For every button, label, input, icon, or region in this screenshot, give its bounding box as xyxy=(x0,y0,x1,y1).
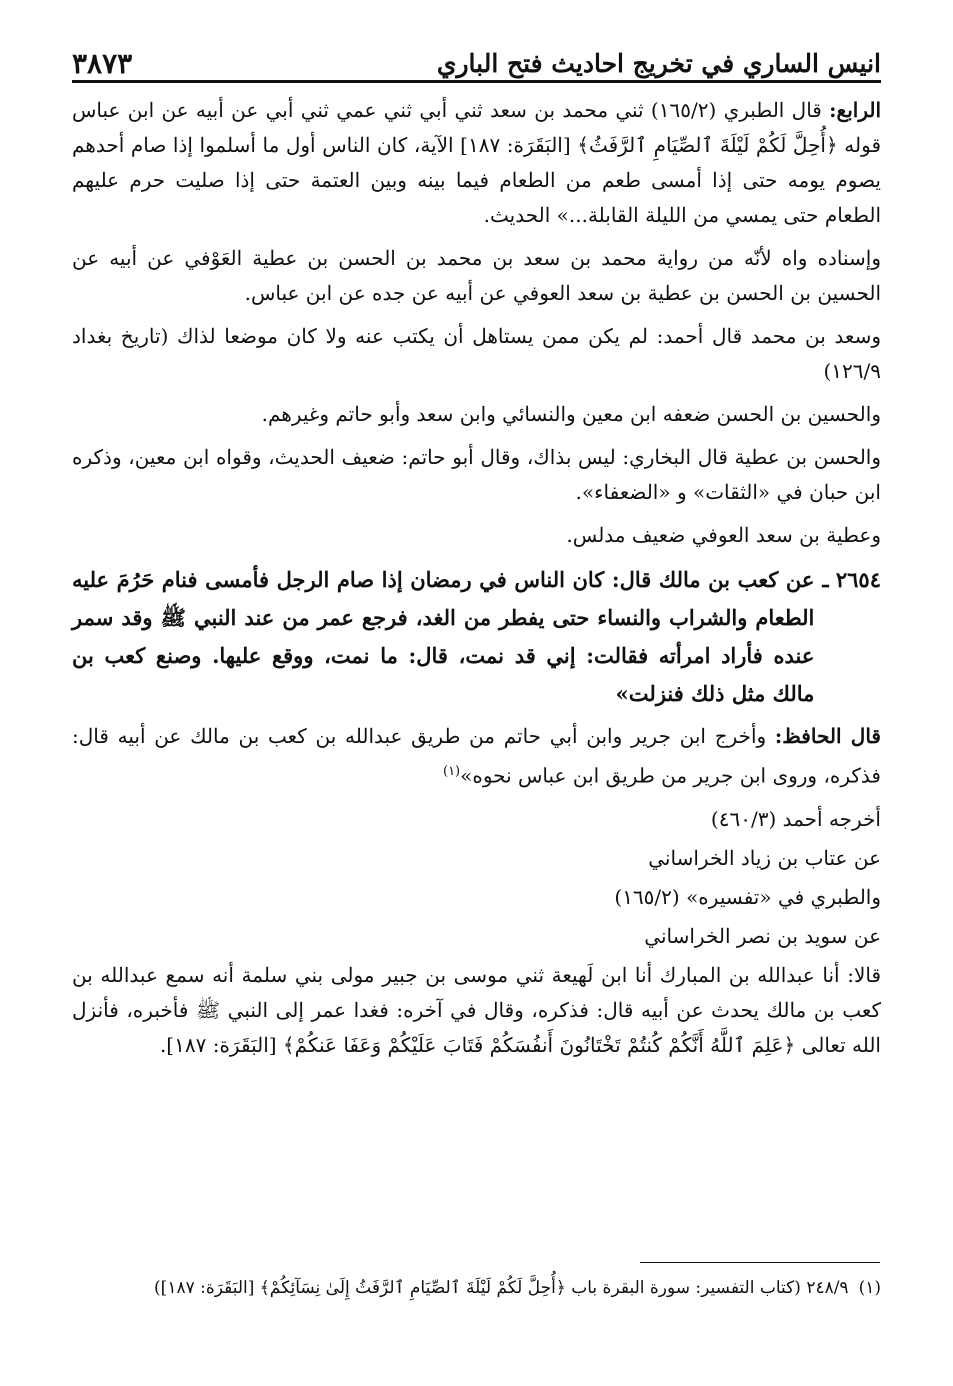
footnote-text: ٢٤٨/٩ (كتاب التفسير: سورة البقرة باب ﴿أُحِلَّ لَكُمْ لَيْلَةَ ٱلصِّيَامِ ٱلرَّفَثُ إِلَىٰ نِسَآئِكُمْ﴾ [البَقَرَة: ١٨٧]) xyxy=(154,1278,849,1298)
hadith-number: ٢٦٥٤ ـ xyxy=(822,567,881,592)
footnote xyxy=(72,1272,881,1304)
book-title: انيس الساري في تخريج احاديث فتح الباري xyxy=(436,49,881,78)
paragraph-6: وعطية بن سعد العوفي ضعيف مدلس. xyxy=(566,523,881,547)
main-text xyxy=(72,93,881,1063)
footnote-number: (١) xyxy=(858,1278,881,1298)
takhrij-line-4: عن سويد بن نصر الخراساني xyxy=(644,923,881,948)
hadith-block xyxy=(72,561,881,713)
takhrij-line-2: عن عتاب بن زياد الخراساني xyxy=(648,845,881,870)
paragraph-text: قال الطبري (١٦٥/٢) ثني محمد بن سعد ثني أبي ثني عمي ثني أبي عن أبيه عن ابن عباس قوله ﴿أُحِلَّ لَكُمْ لَيْلَةَ ٱلصِّيَامِ ٱلرَّفَثُ﴾ [البَقَرَة: ١٨٧] الآية، كان الناس أول ما أسلموا إذا صام أحدهم يصوم يومه حتى إذا أمسى طعم من الطعام فيما بينه وبين العتمة حتى إذا صليت حرم عليهم الطعام حتى يمسي من الليلة القابلة...» الحديث. xyxy=(72,98,881,227)
paragraph-4: والحسين بن الحسن ضعفه ابن معين والنسائي وابن سعد وأبو حاتم وغيرهم. xyxy=(261,402,881,426)
paragraph-2: وإسناده واه لأنّه من رواية محمد بن سعد بن محمد بن الحسن بن عطية العَوْفي عن أبيه عن الحسين بن الحسن بن عطية بن سعد العوفي عن أبيه عن جده عن ابن عباس. xyxy=(72,246,881,305)
paragraph-5: والحسن بن عطية قال البخاري: ليس بذاك، وقال أبو حاتم: ضعيف الحديث، وقواه ابن معين، وذكره ابن حبان في «الثقات» و «الضعفاء». xyxy=(72,445,881,504)
footnote-divider xyxy=(640,1262,880,1263)
takhrij-line-1: أخرجه أحمد (٤٦٠/٣) xyxy=(710,806,881,831)
paragraph-lead: الرابع: xyxy=(829,98,882,122)
paragraph-1 xyxy=(72,93,881,233)
footnote-marker: (١) xyxy=(442,764,461,779)
paragraph-lead: قال الحافظ: xyxy=(774,724,881,748)
hadith-text: عن كعب بن مالك قال: كان الناس في رمضان إذا صام الرجل فأمسى فنام حَرُمَ عليه الطعام والشراب والنساء حتى يفطر من الغد، فرجع عمر من عند النبي ﷺ وقد سمر عنده فأراد امرأته فقالت: إني قد نمت، قال: ما نمت، ووقع عليها. وصنع كعب بن مالك مثل ذلك فنزلت» xyxy=(72,567,815,706)
page-number: ٣٨٧٣ xyxy=(72,47,133,80)
paragraph-8: قالا: أنا عبدالله بن المبارك أنا ابن لَهيعة ثني موسى بن جبير مولى بني سلمة أنه سمع عبدالله بن كعب بن مالك يحدث عن أبيه قال: فذكره، وقال في آخره: فغدا عمر إلى النبي ﷺ فأخبره، فأنزل الله تعالى ﴿عَلِمَ ٱللَّهُ أَنَّكُمْ كُنتُمْ تَخْتَانُونَ أَنفُسَكُمْ فَتَابَ عَلَيْكُمْ وَعَفَا عَنكُمْ﴾ [البَقَرَة: ١٨٧]. xyxy=(72,962,881,1057)
takhrij-line-3: والطبري في «تفسيره» (١٦٥/٢) xyxy=(614,884,881,909)
page-header xyxy=(72,40,881,83)
paragraph-7 xyxy=(72,719,881,794)
paragraph-3: وسعد بن محمد قال أحمد: لم يكن ممن يستاهل أن يكتب عنه ولا كان موضعا لذاك (تاريخ بغداد ١٢٦/٩) xyxy=(72,324,881,383)
paragraph-text: وأخرج ابن جرير وابن أبي حاتم من طريق عبدالله بن كعب بن مالك عن أبيه قال: فذكره، وروى ابن جرير من طريق ابن عباس نحوه» xyxy=(72,724,881,788)
